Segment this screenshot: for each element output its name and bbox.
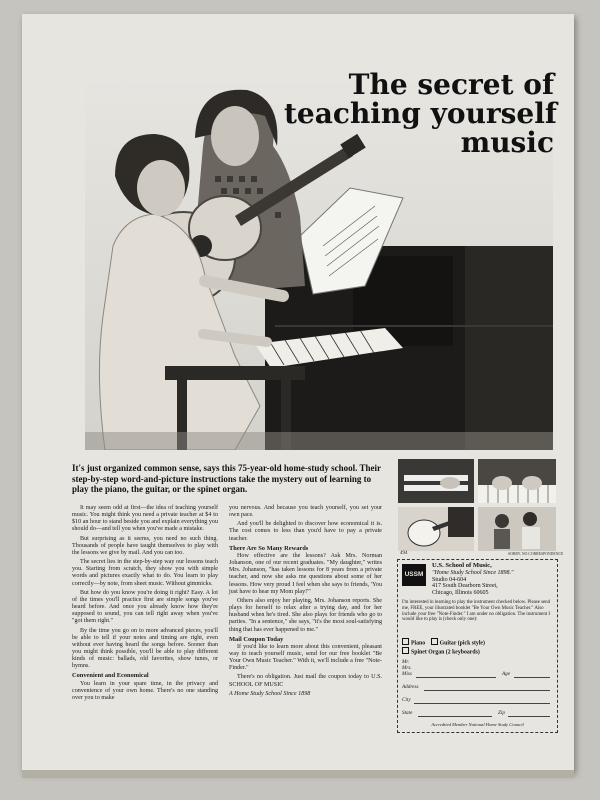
city-label: City xyxy=(402,697,411,703)
mr-label: Mr. xyxy=(402,659,410,665)
headline-line-2: teaching yourself xyxy=(284,97,557,130)
thumb-couple xyxy=(478,507,556,551)
zip-label: Zip xyxy=(498,710,505,716)
magazine-page-edge xyxy=(22,770,574,778)
instrument-options-row xyxy=(402,638,485,647)
headline xyxy=(284,68,557,159)
body-paragraph: Others also enjoy her playing, Mrs. Johanson reports. She plays for herself to relax after a trying day, and for her husband when he's tired. She also plays for friends who go to parties. "In a sentence," she says, "it's the most soul-satisfying thing that has ever happened to me." xyxy=(229,597,382,633)
organ-option-row xyxy=(402,647,480,656)
body-paragraph: There's no obligation. Just mail the coupon today to U.S. SCHOOL OF MUSIC xyxy=(229,674,382,688)
state-label: State xyxy=(402,710,413,716)
piano-checkbox[interactable] xyxy=(402,638,409,645)
section-heading: Convenient and Economical xyxy=(72,672,149,680)
body-paragraph: By the time you go on to more advanced pieces, you'll be able to tell if your notes and timing are right, even without ever having heard the songs before. Sooner than you might think possible, you'll be able to play different kinds of music: ballads, old favorites, show tunes, or hymns. xyxy=(72,627,218,670)
section-heading: There Are So Many Rewards xyxy=(229,544,309,552)
thumbnail-caption: SORRY, NO CORRESPONDENCE xyxy=(508,552,564,556)
miss-field[interactable] xyxy=(402,671,553,678)
body-paragraph: But surprising as it seems, you need no such thing. Thousands of people have taught themselves to play with the lessons we give by mail. And you can too. xyxy=(72,535,218,556)
advertisement-page xyxy=(22,14,574,772)
address-line: 417 South Dearborn Street, xyxy=(432,583,498,590)
address-line: Chicago, Illinois 60605 xyxy=(432,590,489,597)
body-paragraph: If you'd like to learn more about this convenient, pleasant way to teach yourself music, send for our free booklet "Be Your Own Music Teacher." With it, we'll include a free "Note-Finder." xyxy=(229,643,382,672)
coupon-request-text: I'm interested in learning to play the instrument checked below. Please send me, FREE, your illustrated booklet "Be Your Own Music Teacher." Also include your free "Note-Finder." I am under no obligation. The instrument I would like to play is (check only one): xyxy=(402,600,551,623)
body-paragraph: It may seem odd at first—the idea of teaching yourself music. You might think you need a private teacher at $4 to $10 an hour to stand beside you and explain everything you should do—and tell you when you've made a mistake. xyxy=(72,505,218,533)
miss-label: Miss xyxy=(402,671,412,677)
body-paragraph: How effective are the lessons? Ask Mrs. Norman Johanson, one of our recent graduates. "My daughter," writes Mrs. Johanson, "has taken lessons for 8 years from a private teacher, and now she asks me questions about some of her lessons. How very proud I feel when she says to friends, 'You just have to hear my Mom play!'" xyxy=(229,552,382,595)
school-name: U.S. School of Music, xyxy=(432,562,492,569)
organ-checkbox[interactable] xyxy=(402,647,409,654)
guitar-checkbox[interactable] xyxy=(431,638,438,645)
headline-line-3: music xyxy=(460,126,554,159)
school-logo: USSM xyxy=(402,564,426,586)
thumb-organ xyxy=(398,459,474,503)
body-paragraph: But how do you know you're doing it right? Easy. A lot of the times you'll practice first are simple songs you've heard before. And once you already know how they're supposed to sound, you can tell right away when you've "got them right." xyxy=(72,589,218,625)
school-address-block xyxy=(432,563,552,597)
body-paragraph: The secret lies in the step-by-step way our lessons teach you. Starting from scratch, they show you with simple words and pictures exactly what to do. You learn to play correctly—by note, from sheet music. Without gimmicks. xyxy=(72,559,218,587)
address-label: Address xyxy=(402,684,419,690)
address-line: Studio 04-604 xyxy=(432,576,467,583)
accreditation-note: Accredited Member National Home Study Council xyxy=(431,722,524,727)
body-column-1 xyxy=(72,505,218,704)
address-field[interactable] xyxy=(402,684,553,691)
body-paragraph: You learn in your spare time, in the privacy and convenience of your own home. There's no one standing over you to make xyxy=(72,680,218,701)
lead-paragraph: It's just organized common sense, says this 75-year-old home-study school. Their step-by-step word-and-picture instructions take the mystery out of learning to play the piano, the guitar, or the spinet organ. xyxy=(72,463,381,494)
thumb-piano-hands xyxy=(478,459,556,503)
age-label: Age xyxy=(502,671,511,677)
mrs-label: Mrs. xyxy=(402,665,412,671)
body-column-2 xyxy=(229,505,382,698)
body-paragraph: you nervous. And because you teach yourself, you set your own pace. xyxy=(229,505,382,519)
guitar-option-label: Guitar (pick style) xyxy=(439,640,485,647)
piano-option-label: Piano xyxy=(411,640,426,647)
body-paragraph: And you'll be delighted to discover how economical it is. The cost comes to less than you'd have to pay a private teacher. xyxy=(229,521,382,542)
state-zip-field[interactable] xyxy=(402,710,553,717)
thumbnail-photos xyxy=(398,459,556,551)
section-heading: Mail Coupon Today xyxy=(229,635,284,643)
school-tagline: "Home Study School Since 1898." xyxy=(432,569,514,576)
city-field[interactable] xyxy=(402,697,553,704)
thumb-guitar xyxy=(398,507,474,551)
page-number: 494 xyxy=(400,551,408,556)
school-signature: A Home Study School Since 1898 xyxy=(229,690,311,697)
headline-line-1: The secret of xyxy=(348,68,554,101)
organ-option-label: Spinet Organ (2 keyboards) xyxy=(411,649,480,656)
